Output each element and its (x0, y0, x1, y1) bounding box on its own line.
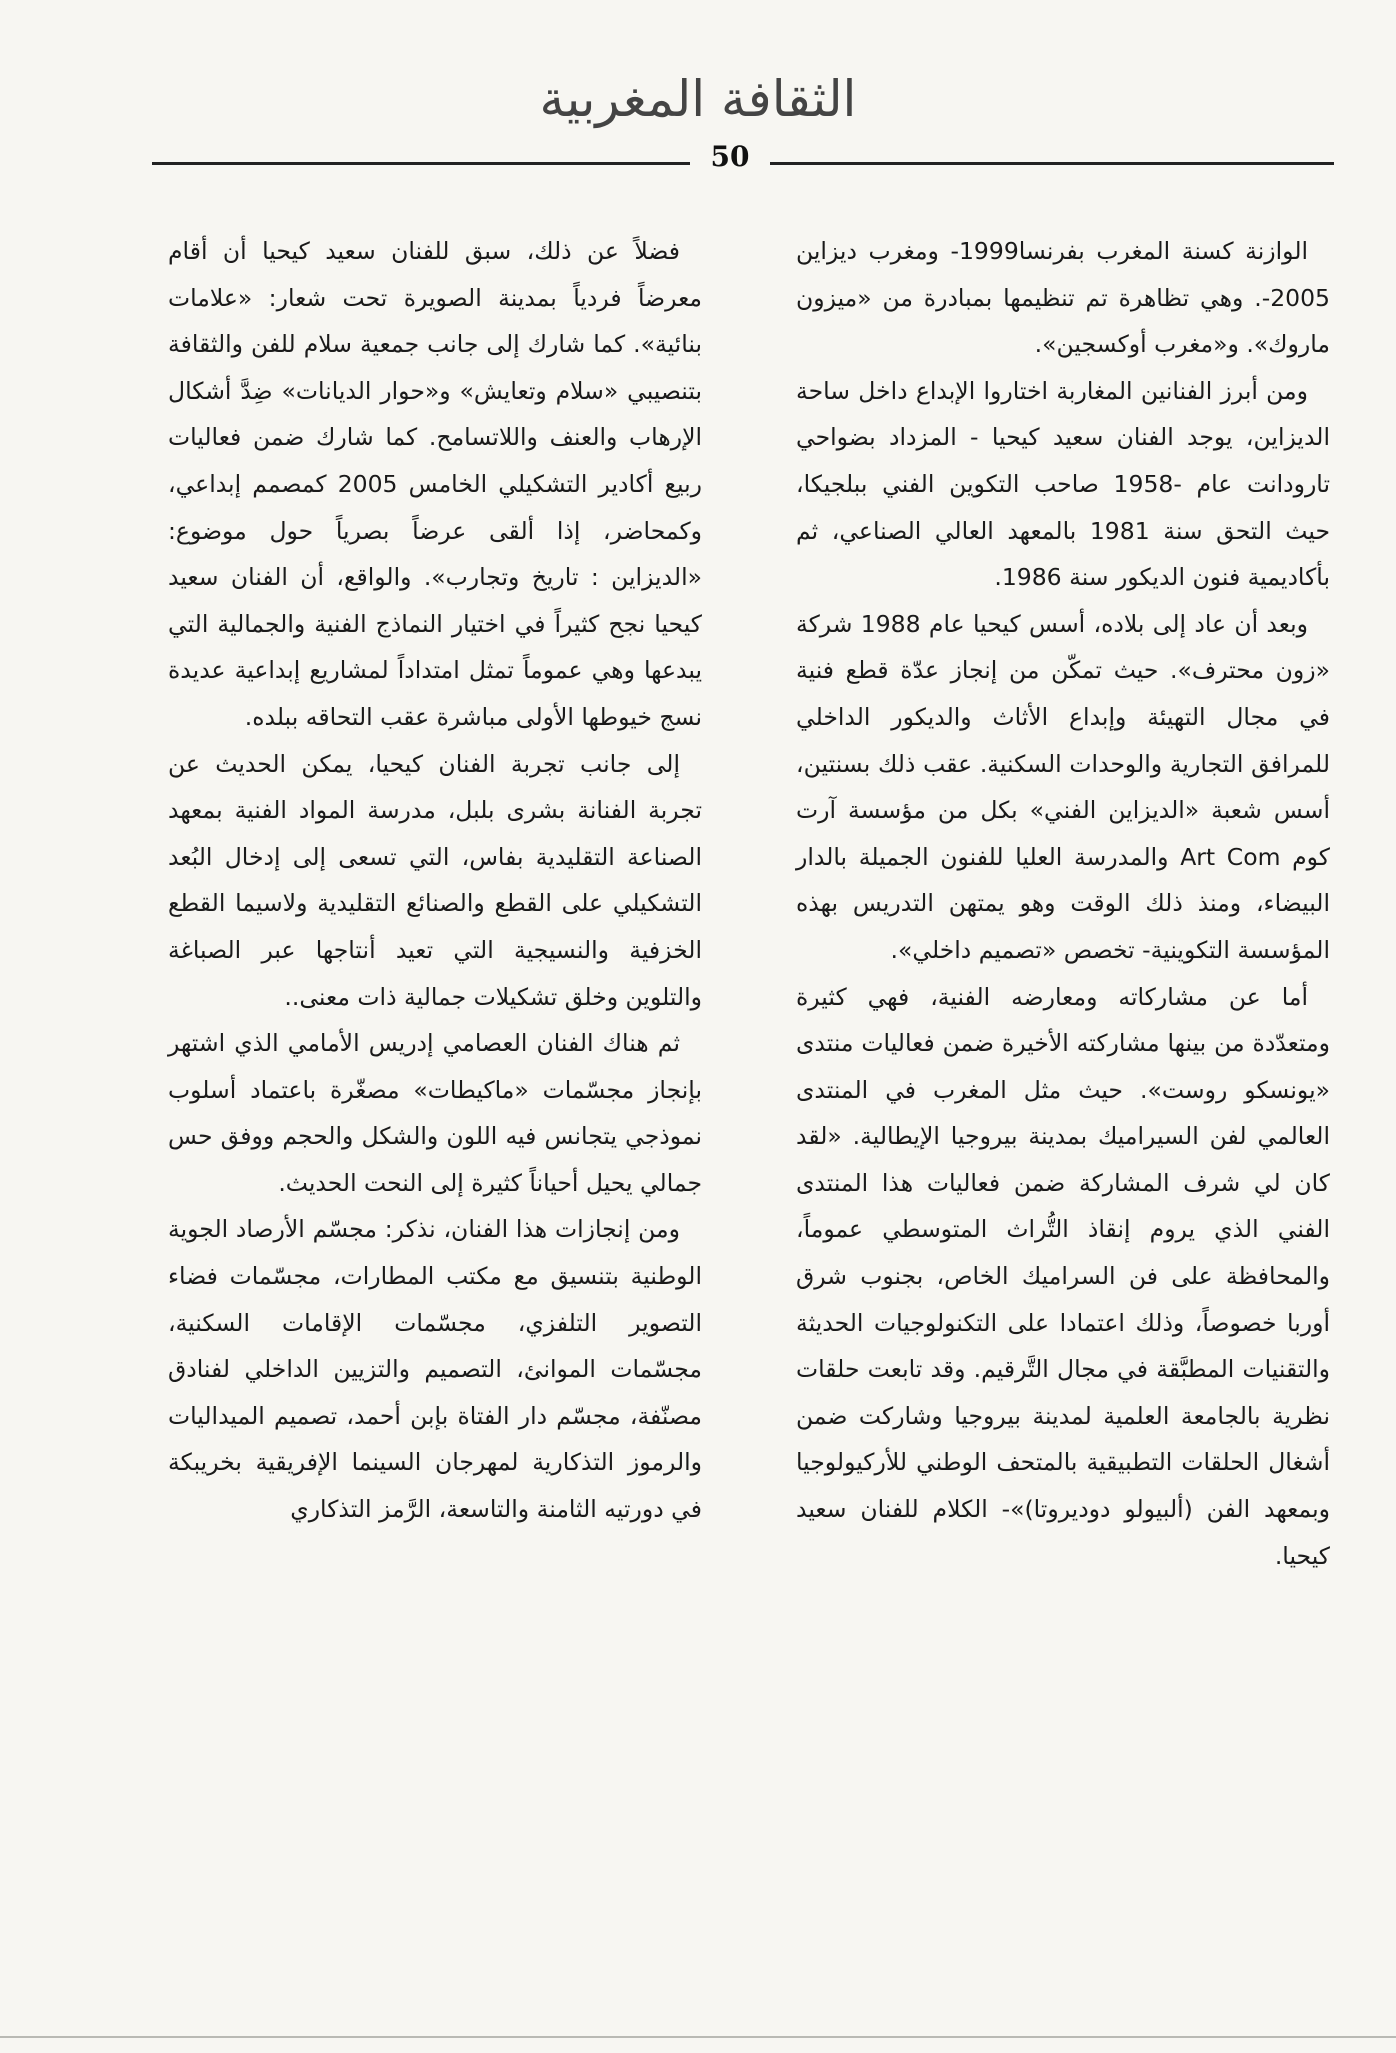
page-number: 50 (710, 140, 750, 173)
paragraph: ومن إنجازات هذا الفنان، نذكر: مجسّم الأرصاد الجوية الوطنية بتنسيق مع مكتب المطارات، مجسّمات فضاء التصوير التلفزي، مجسّمات الإقامات السكنية، مجسّمات الموانئ، التصميم والتزيين الداخلي لفنادق مصنّفة، مجسّم دار الفتاة بإبن أحمد، تصميم الميداليات والرموز التذكارية لمهرجان السينما الإفريقية بخريبكة في دورتيه الثامنة والتاسعة، الرَّمز التذكاري (168, 1215, 702, 1524)
page-bottom-edge (0, 2036, 1396, 2038)
paragraph: فضلاً عن ذلك، سبق للفنان سعيد كيحيا أن أقام معرضاً فردياً بمدينة الصويرة تحت شعار: «علامات بنائية». كما شارك إلى جانب جمعية سلام للفن والثقافة بتنصيبي «سلام وتعايش» و«حوار الديانات» ضِدَّ أشكال الإرهاب والعنف واللاتسامح. كما شارك ضمن فعاليات ربيع أكادير التشكيلي الخامس 2005 كمصمم إبداعي، وكمحاضر، إذا ألقى عرضاً بصرياً حول موضوع: «الديزاين : تاريخ وتجارب». والواقع، أن الفنان سعيد كيحيا نجح كثيراً في اختيار النماذج الفنية والجمالية التي يبدعها وهي عموماً تمثل امتداداً لمشاريع إبداعية عديدة نسج خيوطها الأولى مباشرة عقب التحاقه ببلده. (168, 237, 702, 731)
paragraph: إلى جانب تجربة الفنان كيحيا، يمكن الحديث عن تجربة الفنانة بشرى بلبل، مدرسة المواد الفنية بمعهد الصناعة التقليدية بفاس، التي تسعى إلى إدخال البُعد التشكيلي على القطع والصنائع التقليدية ولاسيما القطع الخزفية والنسيجية التي تعيد أنتاجها عبر الصباغة والتلوين وخلق تشكيلات جمالية ذات معنى.. (168, 749, 702, 1011)
paragraph: الوازنة كسنة المغرب بفرنسا1999- ومغرب ديزاين 2005-. وهي تظاهرة تم تنظيمها بمبادرة من «ميزون ماروك». و«مغرب أوكسجين». (796, 237, 1330, 359)
page-title: الثقافة المغربية (539, 70, 857, 128)
right-column (796, 228, 1330, 1579)
left-column (168, 228, 702, 1533)
paragraph: وبعد أن عاد إلى بلاده، أسس كيحيا عام 1988 شركة «زون محترف». حيث تمكّن من إنجاز عدّة قطع فنية في مجال التهيئة وإبداع الأثاث والديكور الداخلي للمرافق التجارية والوحدات السكنية. عقب ذلك بسنتين، أسس شعبة «الديزاين الفني» بكل من مؤسسة آرت كوم Art Com والمدرسة العليا للفنون الجميلة بالدار البيضاء، ومنذ ذلك الوقت وهو يمتهن التدريس بهذه المؤسسة التكوينية- تخصص «تصميم داخلي». (796, 609, 1330, 964)
paragraph: أما عن مشاركاته ومعارضه الفنية، فهي كثيرة ومتعدّدة من بينها مشاركته الأخيرة ضمن فعاليات منتدى «يونسكو روست». حيث مثل المغرب في المنتدى العالمي لفن السيراميك بمدينة بيروجيا الإيطالية. «لقد كان لي شرف المشاركة ضمن فعاليات هذا المنتدى الفني الذي يروم إنقاذ التُّراث المتوسطي عموماً، والمحافظة على فن السراميك الخاص، بجنوب شرق أوربا خصوصاً، وذلك اعتمادا على التكنولوجيات الحديثة والتقنيات المطبَّقة في مجال التَّرقيم. وقد تابعت حلقات نظرية بالجامعة العلمية لمدينة بيروجيا وشاركت ضمن أشغال الحلقات التطبيقية بالمتحف الوطني للأركيولوجيا وبمعهد الفن (ألبيولو دوديروتا)»- الكلام للفنان سعيد كيحيا. (796, 982, 1330, 1570)
paragraph: ثم هناك الفنان العصامي إدريس الأمامي الذي اشتهر بإنجاز مجسّمات «ماكيطات» مصغّرة باعتماد أسلوب نموذجي يتجانس فيه اللون والشكل والحجم ووفق حس جمالي يحيل أحياناً كثيرة إلى النحت الحديث. (168, 1029, 702, 1197)
header-rule-left (152, 162, 690, 165)
paragraph: ومن أبرز الفنانين المغاربة اختاروا الإبداع داخل ساحة الديزاين، يوجد الفنان سعيد كيحيا - المزداد بضواحي تارودانت عام -1958 صاحب التكوين الفني ببلجيكا، حيث التحق سنة 1981 بالمعهد العالي الصناعي، ثم بأكاديمية فنون الديكور سنة 1986. (796, 376, 1330, 592)
header-rule-right (770, 162, 1334, 165)
